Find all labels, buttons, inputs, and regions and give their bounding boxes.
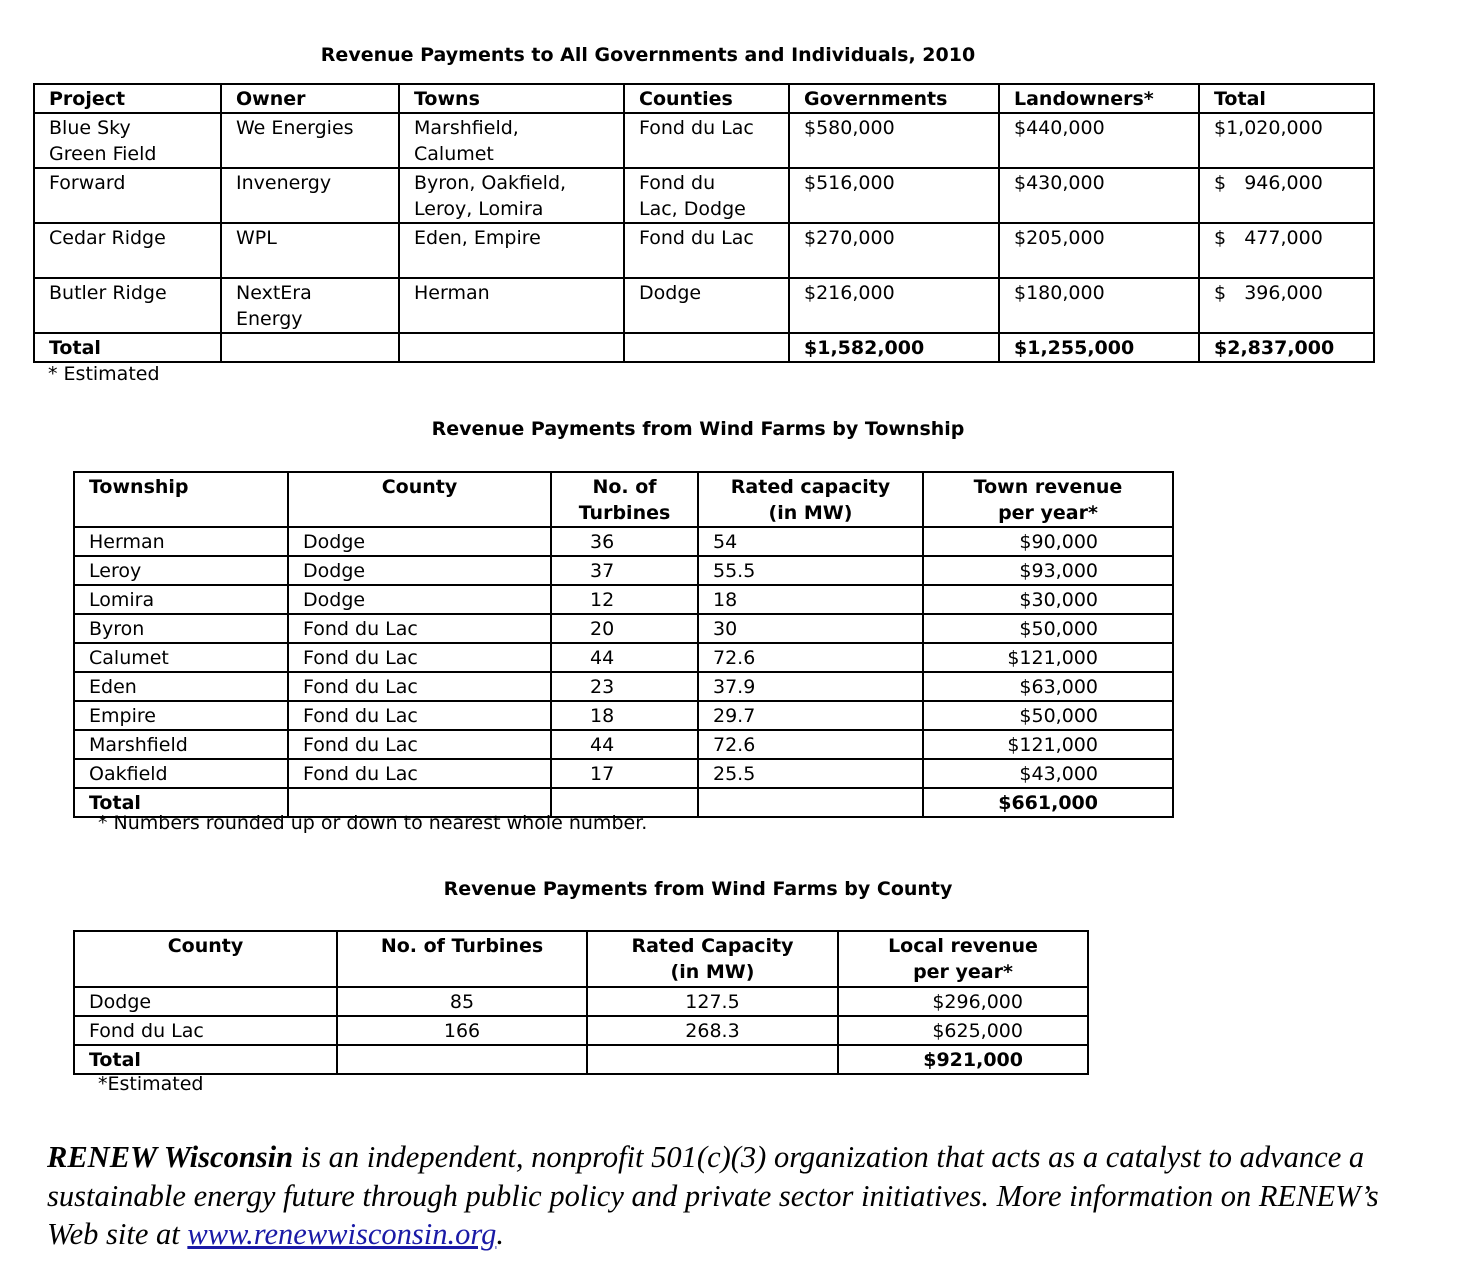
table-row xyxy=(74,614,1173,643)
table-row xyxy=(34,113,1374,168)
table-cell: Fond du Lac xyxy=(288,730,551,759)
table-cell: 25.5 xyxy=(698,759,923,788)
table-cell: Total xyxy=(74,788,288,817)
table-cell: 18 xyxy=(551,701,698,730)
table-cell: 268.3 xyxy=(587,1016,838,1045)
table-cell: WPL xyxy=(221,223,399,278)
table-cell: 30 xyxy=(698,614,923,643)
table-cell: $1,582,000 xyxy=(789,333,999,362)
column-header: Total xyxy=(1199,84,1374,113)
table-cell: Dodge xyxy=(288,556,551,585)
table-cell: $1,255,000 xyxy=(999,333,1199,362)
table-cell: Fond du Lac xyxy=(288,701,551,730)
table-cell: Total xyxy=(74,1045,337,1074)
table-row xyxy=(34,278,1374,333)
table-row xyxy=(74,701,1173,730)
table-cell: $216,000 xyxy=(789,278,999,333)
table-cell: 72.6 xyxy=(698,730,923,759)
table-cell xyxy=(221,333,399,362)
table-cell: 44 xyxy=(551,643,698,672)
table-cell: $ 477,000 xyxy=(1199,223,1374,278)
org-name: RENEW Wisconsin xyxy=(47,1140,294,1174)
table-cell: 44 xyxy=(551,730,698,759)
table-cell: $205,000 xyxy=(999,223,1199,278)
table-cell: $121,000 xyxy=(923,643,1173,672)
table-cell: $2,837,000 xyxy=(1199,333,1374,362)
table-cell: Fond du Lac xyxy=(74,1016,337,1045)
table-cell: Dodge xyxy=(288,527,551,556)
column-header: Rated Capacity (in MW) xyxy=(587,931,838,987)
table-cell: Dodge xyxy=(624,278,789,333)
table-cell: Fond du Lac xyxy=(624,223,789,278)
table2-title: Revenue Payments from Wind Farms by Township xyxy=(431,418,965,440)
table-row xyxy=(74,672,1173,701)
table-cell: $50,000 xyxy=(923,701,1173,730)
revenue-all-governments-table xyxy=(33,83,1375,363)
table-cell: NextEra Energy xyxy=(221,278,399,333)
table-cell: $296,000 xyxy=(838,987,1088,1016)
column-header: Town revenue per year* xyxy=(923,472,1173,527)
table-row xyxy=(74,585,1173,614)
table-cell: 20 xyxy=(551,614,698,643)
table-row xyxy=(34,223,1374,278)
table-cell: $270,000 xyxy=(789,223,999,278)
table-cell: Lomira xyxy=(74,585,288,614)
table-cell xyxy=(587,1045,838,1074)
table-cell: $90,000 xyxy=(923,527,1173,556)
table-cell: $180,000 xyxy=(999,278,1199,333)
table-cell xyxy=(698,788,923,817)
column-header: County xyxy=(288,472,551,527)
table-cell: $121,000 xyxy=(923,730,1173,759)
table-cell: Empire xyxy=(74,701,288,730)
table-cell: Leroy xyxy=(74,556,288,585)
table-cell: 55.5 xyxy=(698,556,923,585)
table-cell: Cedar Ridge xyxy=(34,223,221,278)
table-cell: 72.6 xyxy=(698,643,923,672)
table-cell: $ 946,000 xyxy=(1199,168,1374,223)
table-cell: Herman xyxy=(399,278,624,333)
table-cell: Calumet xyxy=(74,643,288,672)
table-cell: $661,000 xyxy=(923,788,1173,817)
table-cell: $921,000 xyxy=(838,1045,1088,1074)
renew-footer xyxy=(47,1138,1407,1254)
table-cell: $1,020,000 xyxy=(1199,113,1374,168)
column-header: Governments xyxy=(789,84,999,113)
column-header: Owner xyxy=(221,84,399,113)
table-cell: We Energies xyxy=(221,113,399,168)
table-cell: Oakfield xyxy=(74,759,288,788)
table-cell: $516,000 xyxy=(789,168,999,223)
table-cell: $50,000 xyxy=(923,614,1173,643)
table-cell: Butler Ridge xyxy=(34,278,221,333)
table-row xyxy=(74,643,1173,672)
table-cell: $ 396,000 xyxy=(1199,278,1374,333)
table-cell: $430,000 xyxy=(999,168,1199,223)
table-row xyxy=(74,730,1173,759)
footer-text: is an independent, nonprofit 501(c)(3) organization that acts as a catalyst to advance a sustainable energy future through public policy and private sector initiatives. More information on RENEW’s Web site at xyxy=(47,1140,1379,1251)
table-row xyxy=(34,168,1374,223)
table-cell: $30,000 xyxy=(923,585,1173,614)
table-cell: 85 xyxy=(337,987,587,1016)
column-header: Local revenue per year* xyxy=(838,931,1088,987)
table-cell: 12 xyxy=(551,585,698,614)
table-row xyxy=(74,1016,1088,1045)
table-row xyxy=(74,759,1173,788)
table-cell: 54 xyxy=(698,527,923,556)
table-cell: Marshfield, Calumet xyxy=(399,113,624,168)
table-cell: Fond du Lac xyxy=(624,113,789,168)
table-row xyxy=(74,556,1173,585)
table-cell: $440,000 xyxy=(999,113,1199,168)
table-cell: 37.9 xyxy=(698,672,923,701)
table-cell: Byron, Oakfield, Leroy, Lomira xyxy=(399,168,624,223)
table-cell: 37 xyxy=(551,556,698,585)
table-cell: $580,000 xyxy=(789,113,999,168)
table-cell: Dodge xyxy=(74,987,337,1016)
table2-note: * Numbers rounded up or down to nearest whole number. xyxy=(98,812,648,834)
table-cell: $93,000 xyxy=(923,556,1173,585)
total-row xyxy=(74,1045,1088,1074)
table-cell: Herman xyxy=(74,527,288,556)
column-header: No. of Turbines xyxy=(337,931,587,987)
table-cell: Invenergy xyxy=(221,168,399,223)
table-cell: Marshfield xyxy=(74,730,288,759)
table-cell: Fond du Lac xyxy=(288,643,551,672)
revenue-by-county-table xyxy=(73,930,1089,1075)
table-cell: Forward xyxy=(34,168,221,223)
table-cell xyxy=(337,1045,587,1074)
column-header: Landowners* xyxy=(999,84,1199,113)
table-cell: 29.7 xyxy=(698,701,923,730)
table-cell: 23 xyxy=(551,672,698,701)
table-cell: Fond du Lac, Dodge xyxy=(624,168,789,223)
table-cell: Eden xyxy=(74,672,288,701)
table-cell: Fond du Lac xyxy=(288,759,551,788)
table-cell: $63,000 xyxy=(923,672,1173,701)
table-row xyxy=(74,987,1088,1016)
table-cell: $625,000 xyxy=(838,1016,1088,1045)
table-cell xyxy=(624,333,789,362)
table-cell xyxy=(399,333,624,362)
revenue-by-township-table xyxy=(73,471,1174,818)
table3-title: Revenue Payments from Wind Farms by County xyxy=(443,878,953,900)
table-cell: Total xyxy=(34,333,221,362)
column-header: County xyxy=(74,931,337,987)
column-header: Towns xyxy=(399,84,624,113)
table1-note: * Estimated xyxy=(48,363,160,385)
table-cell: Byron xyxy=(74,614,288,643)
column-header: Project xyxy=(34,84,221,113)
table-cell: Fond du Lac xyxy=(288,614,551,643)
website-link[interactable]: www.renewwisconsin.org xyxy=(187,1217,497,1251)
table-cell: 36 xyxy=(551,527,698,556)
table3-note: *Estimated xyxy=(98,1073,204,1095)
table-cell: 17 xyxy=(551,759,698,788)
table-cell: 127.5 xyxy=(587,987,838,1016)
table-cell: $43,000 xyxy=(923,759,1173,788)
column-header: Counties xyxy=(624,84,789,113)
table-cell: 166 xyxy=(337,1016,587,1045)
table-cell: 18 xyxy=(698,585,923,614)
table-cell: Eden, Empire xyxy=(399,223,624,278)
column-header: Township xyxy=(74,472,288,527)
column-header: No. of Turbines xyxy=(551,472,698,527)
table-cell: Fond du Lac xyxy=(288,672,551,701)
table-row xyxy=(74,527,1173,556)
table-cell: Dodge xyxy=(288,585,551,614)
column-header: Rated capacity (in MW) xyxy=(698,472,923,527)
footer-end: . xyxy=(496,1217,504,1251)
table1-title: Revenue Payments to All Governments and Individuals, 2010 xyxy=(320,44,976,66)
total-row xyxy=(34,333,1374,362)
table-cell: Blue Sky Green Field xyxy=(34,113,221,168)
